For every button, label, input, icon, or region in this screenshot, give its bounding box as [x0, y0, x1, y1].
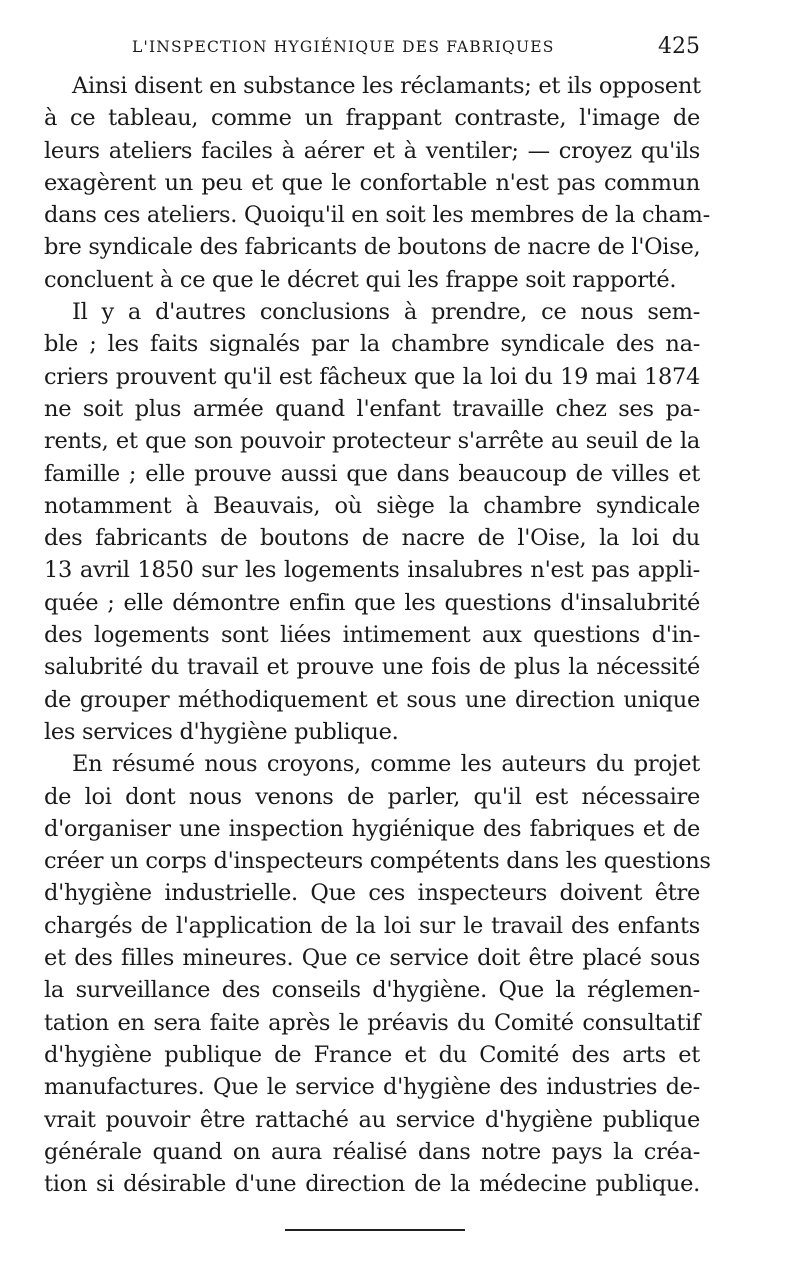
text-line: bre syndicale des fabricants de boutons de nacre de l'Oise, [44, 234, 701, 261]
text-line: tion si désirable d'une direction de la médecine publique. [44, 1171, 700, 1198]
text-line: dans ces ateliers. Quoiqu'il en soit les membres de la cham- [44, 202, 710, 229]
text-line: 13 avril 1850 sur les logements insalubres n'est pas appli- [44, 557, 700, 584]
page-header [44, 36, 700, 66]
text-line: concluent à ce que le décret qui les frappe soit rapporté. [44, 266, 677, 293]
text-line: d'organiser une inspection hygiénique des fabriques et de [44, 815, 700, 842]
text-line: quée ; elle démontre enfin que les questions d'insalubrité [44, 589, 700, 616]
text-line: Il y a d'autres conclusions à prendre, ce nous sem- [72, 299, 700, 326]
text-line: tation en sera faite après le préavis du Comité consultatif [44, 1009, 700, 1036]
text-line: rents, et que son pouvoir protecteur s'arrête au seuil de la [44, 428, 700, 455]
text-line: salubrité du travail et prouve une fois de plus la nécessité [44, 654, 700, 681]
page-number: 425 [658, 34, 700, 59]
text-line: et des filles mineures. Que ce service doit être placé sous [44, 945, 700, 972]
text-line: de loi dont nous venons de parler, qu'il est nécessaire [44, 783, 700, 810]
text-line: exagèrent un peu et que le confortable n'est pas commun [44, 169, 700, 196]
text-line: vrait pouvoir être rattaché au service d'hygiène publique [44, 1106, 700, 1133]
text-line: de grouper méthodiquement et sous une direction unique [44, 686, 700, 713]
text-line: des fabricants de boutons de nacre de l'Oise, la loi du [44, 525, 700, 552]
text-line: ble ; les faits signalés par la chambre syndicale des na- [44, 331, 700, 358]
body-text [44, 70, 711, 1200]
text-line: à ce tableau, comme un frappant contraste, l'image de [44, 105, 700, 132]
text-line: la surveillance des conseils d'hygiène. Que la réglemen- [44, 977, 700, 1004]
text-line: générale quand on aura réalisé dans notre pays la créa- [44, 1138, 700, 1165]
text-line: d'hygiène industrielle. Que ces inspecteurs doivent être [44, 880, 700, 907]
text-line: ne soit plus armée quand l'enfant travaille chez ses pa- [44, 395, 700, 422]
running-title: L'INSPECTION HYGIÉNIQUE DES FABRIQUES [132, 38, 555, 56]
text-line: notamment à Beauvais, où siège la chambre syndicale [44, 492, 700, 519]
text-line: famille ; elle prouve aussi que dans beaucoup de villes et [44, 460, 700, 487]
text-line: En résumé nous croyons, comme les auteurs du projet [72, 751, 700, 778]
text-line: leurs ateliers faciles à aérer et à ventiler; — croyez qu'ils [44, 137, 700, 164]
end-rule [285, 1229, 465, 1231]
text-line: les services d'hygiène publique. [44, 718, 399, 745]
text-line: manufactures. Que le service d'hygiène des industries de- [44, 1074, 700, 1101]
text-line: criers prouvent qu'il est fâcheux que la loi du 19 mai 1874 [44, 363, 700, 390]
text-line: chargés de l'application de la loi sur le travail des enfants [44, 912, 700, 939]
text-line: d'hygiène publique de France et du Comité des arts et [44, 1041, 700, 1068]
text-line: Ainsi disent en substance les réclamants; et ils opposent [72, 73, 701, 99]
text-line: des logements sont liées intimement aux questions d'in- [44, 622, 700, 649]
text-line: créer un corps d'inspecteurs compétents dans les questions [44, 848, 711, 875]
